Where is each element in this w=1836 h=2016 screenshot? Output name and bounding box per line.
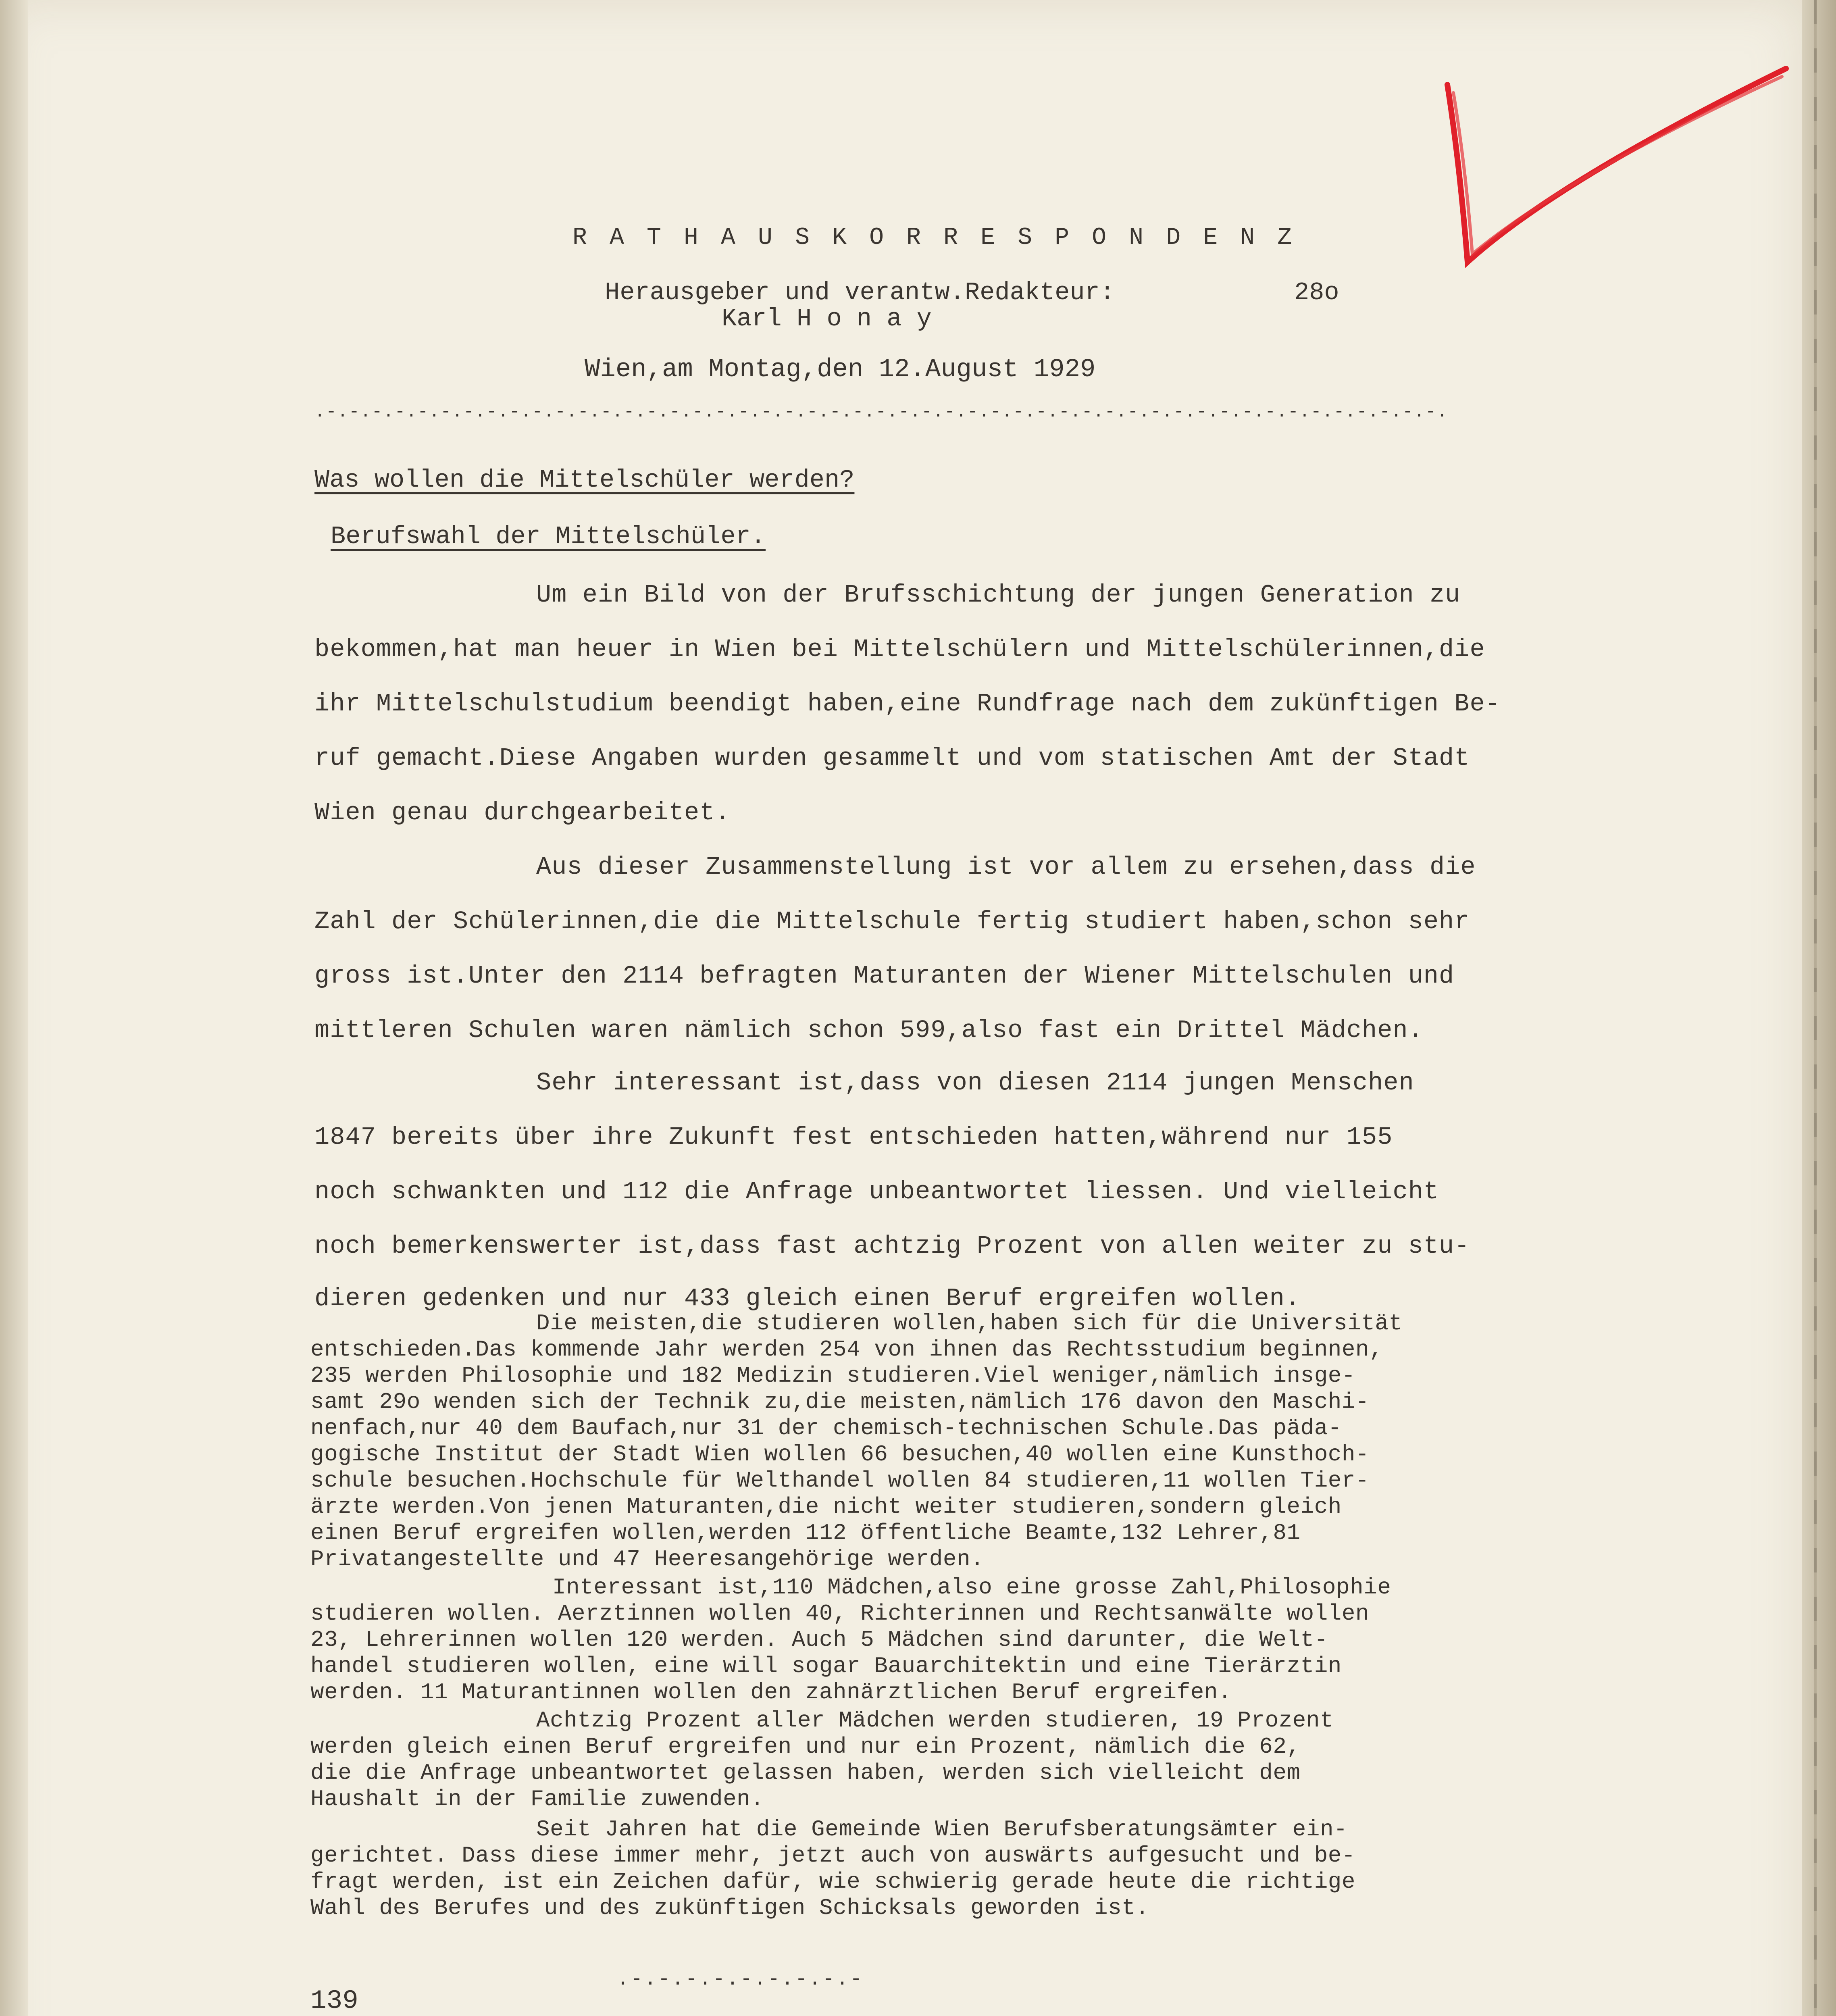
text-line: Privatangestellte und 47 Heeresangehörige werden. [310,1546,985,1572]
text-line: Seit Jahren hat die Gemeinde Wien Berufsberatungsämter ein- [536,1816,1348,1842]
editor-name: Karl H o n a y [722,304,932,333]
text-line: samt 29o wenden sich der Technik zu,die meisten,nämlich 176 davon den Maschi- [310,1389,1370,1415]
header-separator: .-.-.-.-.-.-.-.-.-.-.-.-.-.-.-.-.-.-.-.-.-.-.-.-.-.-.-.-.-.-.-.-.-.-.-.-.-.-.-.-.-.-.-.-.-.-.-.-.-. [314,403,1449,421]
text-line: werden. 11 Maturantinnen wollen den zahnärztlichen Beruf ergreifen. [310,1679,1232,1705]
text-line: 23, Lehrerinnen wollen 120 werden. Auch 5 Mädchen sind darunter, die Welt- [310,1627,1328,1653]
text-line: bekommen,hat man heuer in Wien bei Mittelschülern und Mittelschülerinnen,die [314,635,1485,664]
text-line: Aus dieser Zusammenstellung ist vor allem zu ersehen,dass die [536,853,1476,881]
text-line: gross ist.Unter den 2114 befragten Maturanten der Wiener Mittelschulen und [314,962,1455,990]
text-line: noch schwankten und 112 die Anfrage unbeantwortet liessen. Und vielleicht [314,1177,1439,1206]
article-subheadline: Berufswahl der Mittelschüler. [331,522,766,551]
text-line: gogische Institut der Stadt Wien wollen 66 besuchen,40 wollen eine Kunsthoch- [310,1441,1370,1467]
text-line: gerichtet. Dass diese immer mehr, jetzt auch von auswärts aufgesucht und be- [310,1843,1356,1868]
issue-number: 28o [1294,278,1339,307]
text-line: ihr Mittelschulstudium beendigt haben,eine Rundfrage nach dem zukünftigen Be- [314,689,1501,718]
text-line: noch bemerkenswerter ist,dass fast achtzig Prozent von allen weiter zu stu- [314,1232,1470,1260]
red-checkmark-icon [1435,60,1798,278]
text-line: studieren wollen. Aerztinnen wollen 40, Richterinnen und Rechtsanwälte wollen [310,1601,1370,1627]
text-line: handel studieren wollen, eine will sogar Bauarchitektin und eine Tierärztin [310,1653,1342,1679]
text-line: dieren gedenken und nur 433 gleich einen Beruf ergreifen wollen. [314,1284,1301,1313]
masthead: R A T H A U S K O R R E S P O N D E N Z [572,224,1296,252]
article-headline: Was wollen die Mittelschüler werden? [314,466,855,494]
text-line: ärzte werden.Von jenen Maturanten,die nicht weiter studieren,sondern gleich [310,1494,1342,1520]
text-line: 1847 bereits über ihre Zukunft fest entschieden hatten,während nur 155 [314,1123,1393,1152]
text-line: Achtzig Prozent aller Mädchen werden studieren, 19 Prozent [536,1708,1334,1733]
text-line: mittleren Schulen waren nämlich schon 599,also fast ein Drittel Mädchen. [314,1016,1424,1045]
text-line: Wien genau durchgearbeitet. [314,798,731,827]
text-line: ruf gemacht.Diese Angaben wurden gesammelt und vom statischen Amt der Stadt [314,744,1470,773]
text-line: Sehr interessant ist,dass von diesen 2114 jungen Menschen [536,1068,1414,1097]
text-line: Die meisten,die studieren wollen,haben sich für die Universität [536,1310,1403,1336]
text-line: Interessant ist,110 Mädchen,also eine grosse Zahl,Philosophie [552,1574,1391,1600]
text-line: fragt werden, ist ein Zeichen dafür, wie schwierig gerade heute die richtige [310,1869,1356,1895]
dateline: Wien,am Montag,den 12.August 1929 [585,355,1096,384]
text-line: 235 werden Philosophie und 182 Medizin studieren.Viel weniger,nämlich insge- [310,1363,1356,1389]
text-line: entschieden.Das kommende Jahr werden 254 von ihnen das Rechtsstudium beginnen, [310,1337,1383,1362]
page-edge [1802,0,1836,2016]
editor-line: Herausgeber und verantw.Redakteur: [605,278,1115,307]
text-line: die die Anfrage unbeantwortet gelassen haben, werden sich vielleicht dem [310,1760,1301,1786]
text-line: schule besuchen.Hochschule für Welthandel wollen 84 studieren,11 wollen Tier- [310,1468,1370,1493]
end-separator: .-.-.-.-.-.-.-.-.- [617,1968,864,1991]
binding-edge [0,0,28,2016]
text-line: Um ein Bild von der Brufsschichtung der jungen Generation zu [536,581,1461,609]
text-line: nenfach,nur 40 dem Baufach,nur 31 der chemisch-technischen Schule.Das päda- [310,1415,1342,1441]
text-line: einen Beruf ergreifen wollen,werden 112 öffentliche Beamte,132 Lehrer,81 [310,1520,1301,1546]
text-line: Zahl der Schülerinnen,die die Mittelschule fertig studiert haben,schon sehr [314,907,1470,936]
text-line: werden gleich einen Beruf ergreifen und nur ein Prozent, nämlich die 62, [310,1734,1301,1760]
page-number: 139 [310,1986,358,2016]
text-line: Haushalt in der Familie zuwenden. [310,1786,764,1812]
text-line: Wahl des Berufes und des zukünftigen Schicksals geworden ist. [310,1895,1149,1921]
